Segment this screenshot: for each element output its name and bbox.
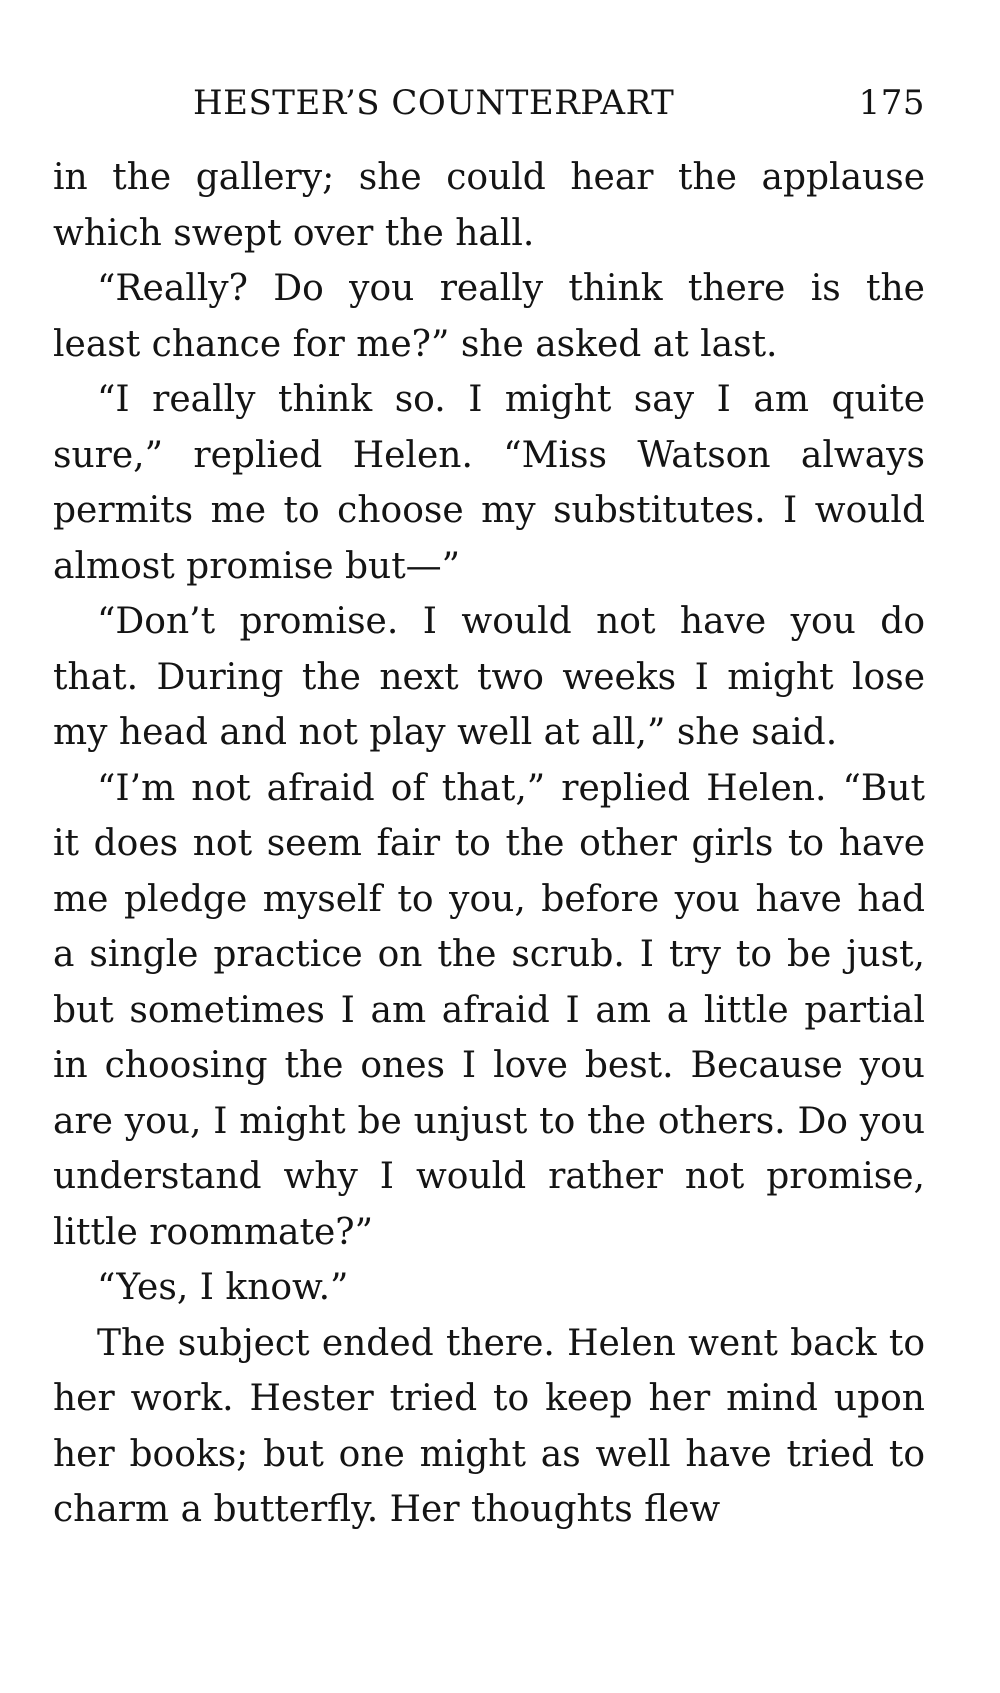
paragraph: “I’m not afraid of that,” replied Helen. “But it does not seem fair to the other girls to have me pledge myself to you, before you have had a single practice on the scrub. I try to be just, but sometimes I am afraid I am a little partial in choosing the ones I love best. Because you are you, I might be unjust to the others. Do you understand why I would rather not promise, little roommate?” (53, 767, 925, 1253)
paragraph-continued: in the gallery; she could hear the applause which swept over the hall. (53, 157, 925, 254)
paragraph: “Really? Do you really think there is the least chance for me?” she asked at last. (53, 268, 925, 365)
paragraph: The subject ended there. Helen went back to her work. Hester tried to keep her mind upon her books; but one might as well have tried to charm a butterfly. Her thoughts flew (53, 1322, 925, 1530)
paragraph: “I really think so. I might say I am quite sure,” replied Helen. “Miss Watson always permits me to choose my substitutes. I would almost promise but—” (53, 379, 925, 587)
body-text (53, 150, 925, 1538)
page-number: 175 (858, 83, 925, 123)
running-title: HESTER’S COUNTERPART (193, 83, 675, 123)
running-head (53, 78, 925, 128)
paragraph: “Don’t promise. I would not have you do that. During the next two weeks I might lose my head and not play well at all,” she said. (53, 601, 925, 753)
paragraph: “Yes, I know.” (97, 1267, 349, 1308)
